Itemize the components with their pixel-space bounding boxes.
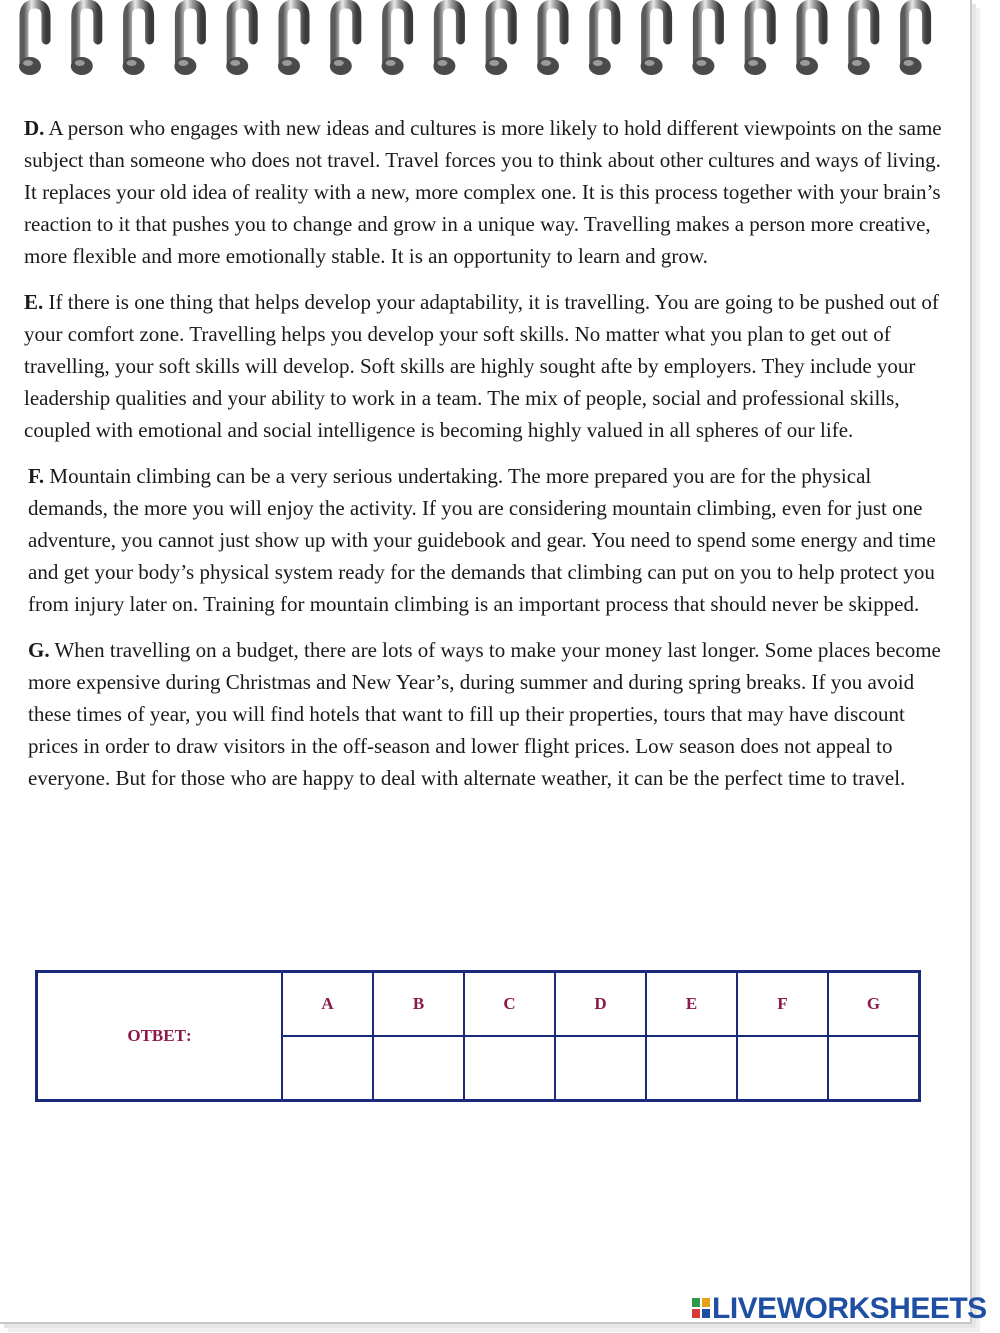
binding-ring: [900, 4, 927, 75]
binding-ring: [382, 4, 409, 75]
paragraph-body: Mountain climbing can be a very serious undertaking. The more prepared you are for the physical demands, the more you will enjoy the activity. If you are considering mountain climbing, even for just one adventure, you cannot just show up with your guidebook and gear. You need to spend some energy and time and get your body’s physical system ready for the demands that climbing can put on you to help protect you from injury later on. Training for mountain climbing is an important process that should never be skipped.: [28, 464, 936, 616]
paragraph-letter: D.: [24, 116, 45, 140]
column-header-g: G: [828, 972, 920, 1037]
binding-ring: [174, 4, 201, 75]
answer-label: ОТВЕТ:: [37, 972, 283, 1101]
answer-cell-f[interactable]: [737, 1036, 828, 1101]
binding-ring: [278, 4, 305, 75]
binding-ring: [226, 4, 253, 75]
reading-text: [24, 112, 948, 808]
answer-cell-e[interactable]: [646, 1036, 737, 1101]
binding-ring: [123, 4, 150, 75]
paragraph-body: A person who engages with new ideas and cultures is more likely to hold different viewpoints on the same subject than someone who does not travel. Travel forces you to think about other cultures and ways of living. It replaces your old idea of reality with a new, more complex one. It is this process together with your brain’s reaction to it that pushes you to change and grow in a unique way. Travelling makes a person more creative, more flexible and more emotionally stable. It is an opportunity to learn and grow.: [24, 116, 942, 268]
binding-ring: [485, 4, 512, 75]
binding-ring: [692, 4, 719, 75]
answer-cell-c[interactable]: [464, 1036, 555, 1101]
binding-ring: [433, 4, 460, 75]
paragraph-e: [24, 286, 948, 446]
liveworksheets-logo: [692, 1292, 987, 1326]
column-header-b: B: [373, 972, 464, 1037]
binding-ring: [641, 4, 668, 75]
binding-ring: [796, 4, 823, 75]
column-header-e: E: [646, 972, 737, 1037]
logo-icon: [692, 1296, 710, 1320]
paragraph-g: [24, 634, 948, 794]
binding-ring: [330, 4, 357, 75]
answer-cell-g[interactable]: [828, 1036, 920, 1101]
column-header-d: D: [555, 972, 646, 1037]
binding-ring: [744, 4, 771, 75]
paragraph-letter: G.: [28, 638, 50, 662]
paragraph-letter: F.: [28, 464, 45, 488]
answer-table: [35, 970, 921, 1102]
answer-cell-a[interactable]: [282, 1036, 373, 1101]
binding-ring: [537, 4, 564, 75]
answer-header-row: [37, 972, 920, 1037]
spiral-binding: [14, 0, 964, 80]
answer-cell-b[interactable]: [373, 1036, 464, 1101]
binding-ring: [19, 4, 46, 75]
column-header-f: F: [737, 972, 828, 1037]
paragraph-letter: E.: [24, 290, 44, 314]
binding-ring: [71, 4, 98, 75]
logo-text: LIVEWORKSHEETS: [712, 1292, 987, 1325]
column-header-a: A: [282, 972, 373, 1037]
binding-ring: [589, 4, 616, 75]
paragraph-body: When travelling on a budget, there are lots of ways to make your money last longer. Some places become more expensive during Christmas and New Year’s, during summer and during spring breaks. If you avoid these times of year, you will find hotels that want to fill up their properties, tours that may have discount prices in order to draw visitors in the off-season and lower flight prices. Low season does not appeal to everyone. But for those who are happy to deal with alternate weather, it can be the perfect time to travel.: [28, 638, 941, 790]
paragraph-d: [24, 112, 948, 272]
paragraph-body: If there is one thing that helps develop your adaptability, it is travelling. You are going to be pushed out of your comfort zone. Travelling helps you develop your soft skills. No matter what you plan to get out of travelling, your soft skills will develop. Soft skills are highly sought afte by employers. They include your leadership qualities and your ability to work in a team. The mix of people, social and professional skills, coupled with emotional and social intelligence is becoming highly valued in all spheres of our life.: [24, 290, 939, 442]
binding-ring: [848, 4, 875, 75]
answer-cell-d[interactable]: [555, 1036, 646, 1101]
column-header-c: C: [464, 972, 555, 1037]
paragraph-f: [24, 460, 948, 620]
